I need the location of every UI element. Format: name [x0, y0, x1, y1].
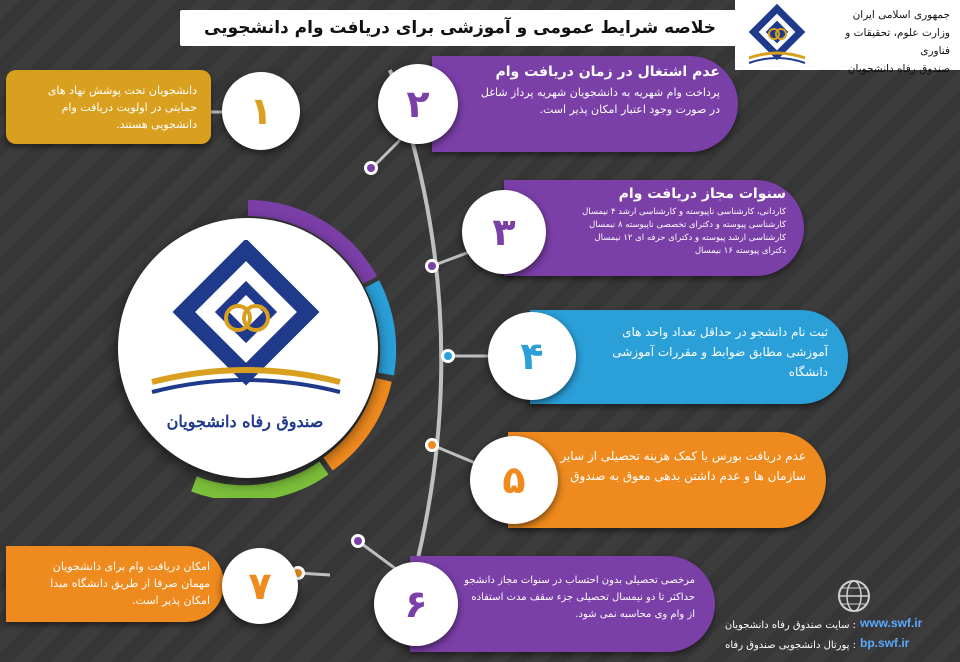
center-logo-caption: صندوق رفاه دانشجویان	[166, 412, 324, 431]
footer-portal-link[interactable]: bp.swf.ir	[860, 636, 910, 650]
badge-7: ۷	[222, 548, 298, 624]
footer-site-label: : سایت صندوق رفاه دانشجویان	[724, 620, 856, 631]
card-2-body: پرداخت وام شهریه به دانشجویان شهریه پرداز شاغل در صورت وجود اعتبار امکان پذیر است.	[480, 86, 720, 116]
card-1	[6, 70, 211, 144]
card-1-body: دانشجویان تحت پوشش نهاد های حمایتی در اولویت دریافت وام دانشجویی هستند.	[47, 84, 197, 131]
card-3-line-1: کاردانی، کارشناسی ناپیوسته و کارشناسی ارشد ۴ نیمسال	[582, 207, 786, 217]
card-7-body: امکان دریافت وام برای دانشجویان مهمان صرفا از طریق دانشگاه مبدا امکان پذیر است.	[50, 560, 210, 607]
card-3-title: سنوات مجاز دریافت وام	[618, 186, 786, 202]
node-5	[425, 438, 439, 452]
node-6	[351, 534, 365, 548]
node-3	[425, 259, 439, 273]
center-logo-icon	[150, 240, 350, 410]
card-3	[504, 180, 804, 276]
footer-portal-label: : پورتال دانشجویی صندوق رفاه	[725, 640, 856, 651]
card-4-body: ثبت نام دانشجو در حداقل تعداد واحد های آموزشی مطابق ضوابط و مقررات آموزشی دانشگاه	[612, 325, 828, 379]
card-5-body: عدم دریافت بورس یا کمک هزینه تحصیلی از سایر سازمان ها و عدم داشتن بدهی معوق به صندوق	[560, 449, 806, 483]
badge-5: ۵	[470, 436, 558, 524]
badge-2: ۲	[378, 64, 458, 144]
badge-3: ۳	[462, 190, 546, 274]
badge-1: ۱	[222, 72, 300, 150]
card-7	[6, 546, 224, 622]
badge-6: ۶	[374, 562, 458, 646]
header-line-2: وزارت علوم، تحقیقات و فناوری	[845, 27, 950, 57]
footer-site-link[interactable]: www.swf.ir	[860, 616, 923, 630]
header-line-3: صندوق رفاه دانشجویان	[847, 63, 950, 75]
card-3-line-2: کارشناسی پیوسته و دکترای تخصصی ناپیوسته ۸ نیمسال	[589, 220, 786, 230]
card-6-body: مرخصی تحصیلی بدون احتساب در سنوات مجاز دانشجو حداکثر تا دو نیمسال تحصیلی جزء سقف مدت استفاده از وام وی محاسبه نمی شود.	[464, 575, 695, 620]
card-2-title: عدم اشتغال در زمان دریافت وام	[495, 64, 720, 80]
card-3-line-3: کارشناسی ارشد پیوسته و دکترای حرفه ای ۱۲ نیمسال	[594, 233, 786, 243]
node-2	[364, 161, 378, 175]
card-4	[530, 310, 848, 404]
page-title: خلاصه شرایط عمومی و آموزشی برای دریافت وام دانشجویی	[180, 10, 740, 46]
card-2	[432, 56, 738, 152]
card-3-line-4: دکترای پیوسته ۱۶ نیمسال	[694, 246, 786, 256]
badge-4: ۴	[488, 312, 576, 400]
node-4	[441, 349, 455, 363]
header-line-1: جمهوری اسلامی ایران	[852, 9, 950, 21]
globe-icon	[836, 578, 872, 614]
